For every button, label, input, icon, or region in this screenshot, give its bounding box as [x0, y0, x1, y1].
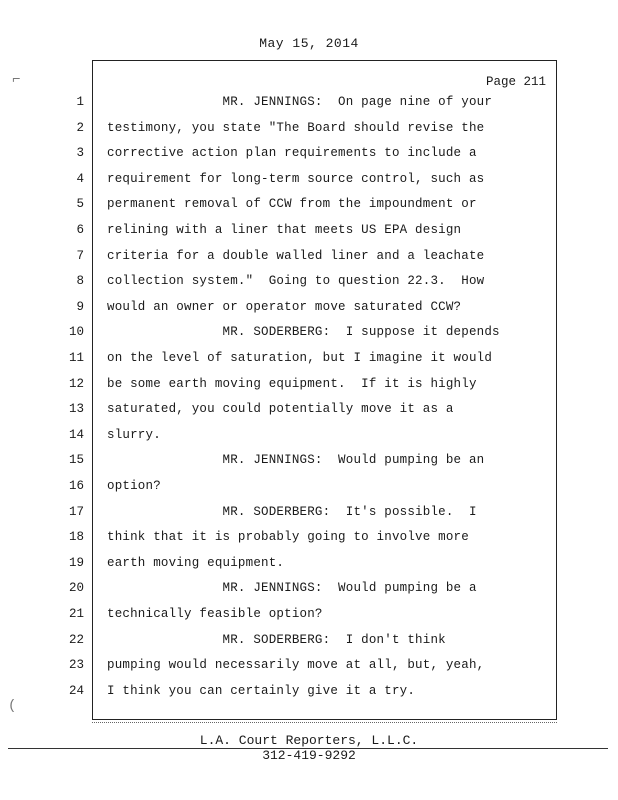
- transcript-line: MR. SODERBERG: It's possible. I: [107, 504, 477, 519]
- line-number: 10: [68, 325, 84, 340]
- line-number: 23: [68, 658, 84, 673]
- line-number: 7: [76, 248, 84, 263]
- line-number: 18: [68, 530, 84, 545]
- transcript-line: requirement for long-term source control, such as: [107, 171, 485, 186]
- transcript-line: earth moving equipment.: [107, 555, 285, 570]
- transcript-line: collection system." Going to question 22.3. How: [107, 274, 485, 289]
- transcript-line: I think you can certainly give it a try.: [107, 683, 416, 698]
- frame-bottom-dotted-rule: [92, 722, 557, 723]
- margin-scan-mark: ⌐: [12, 72, 21, 88]
- transcript-line: MR. JENNINGS: Would pumping be a: [107, 581, 477, 596]
- transcript-line: technically feasible option?: [107, 607, 323, 621]
- transcript-line: saturated, you could potentially move it as a: [107, 402, 454, 417]
- line-number: 8: [76, 274, 84, 289]
- margin-scan-mark: (: [8, 698, 17, 714]
- court-reporter-name: L.A. Court Reporters, L.L.C.: [199, 733, 419, 748]
- line-number: 15: [68, 453, 84, 468]
- line-number: 14: [68, 427, 84, 442]
- line-number: 4: [76, 171, 84, 186]
- transcript-line: testimony, you state "The Board should revise the: [107, 120, 485, 135]
- transcript-line: MR. SODERBERG: I don't think: [107, 632, 446, 647]
- line-number: 2: [76, 120, 84, 135]
- line-number: 13: [68, 402, 84, 417]
- line-number: 16: [68, 479, 84, 493]
- transcript-line: relining with a liner that meets US EPA design: [107, 223, 462, 237]
- line-number: 5: [76, 197, 84, 212]
- transcript-line: criteria for a double walled liner and a leachate: [107, 248, 485, 263]
- line-number: 12: [68, 376, 84, 391]
- line-number: 20: [68, 581, 84, 596]
- court-reporter-phone: 312-419-9292: [262, 748, 356, 763]
- line-number: 11: [68, 351, 84, 365]
- transcript-line: on the level of saturation, but I imagine it would: [107, 351, 493, 365]
- transcript-line: think that it is probably going to involve more: [107, 530, 469, 545]
- line-number: 22: [68, 632, 84, 647]
- line-number: 19: [68, 555, 84, 570]
- transcript-line: would an owner or operator move saturated CCW?: [107, 299, 462, 314]
- line-number: 17: [68, 504, 84, 519]
- transcript-line: option?: [107, 479, 161, 493]
- line-number: 9: [76, 299, 84, 314]
- transcript-line: corrective action plan requirements to include a: [107, 146, 477, 161]
- line-number: 6: [76, 223, 84, 237]
- transcript-line: be some earth moving equipment. If it is highly: [107, 376, 477, 391]
- page-number: Page 211: [485, 75, 546, 89]
- transcript-line: MR. SODERBERG: I suppose it depends: [107, 325, 500, 340]
- page-date-header: May 15, 2014: [259, 36, 359, 51]
- line-number: 1: [76, 95, 84, 109]
- line-number: 24: [68, 683, 84, 698]
- transcript-line: slurry.: [107, 427, 161, 442]
- transcript-line: MR. JENNINGS: Would pumping be an: [107, 453, 485, 468]
- line-number: 21: [68, 607, 84, 621]
- line-number: 3: [76, 146, 84, 161]
- transcript-line: permanent removal of CCW from the impoundment or: [107, 197, 477, 212]
- transcript-line: pumping would necessarily move at all, but, yeah,: [107, 658, 485, 673]
- transcript-line: MR. JENNINGS: On page nine of your: [107, 95, 493, 109]
